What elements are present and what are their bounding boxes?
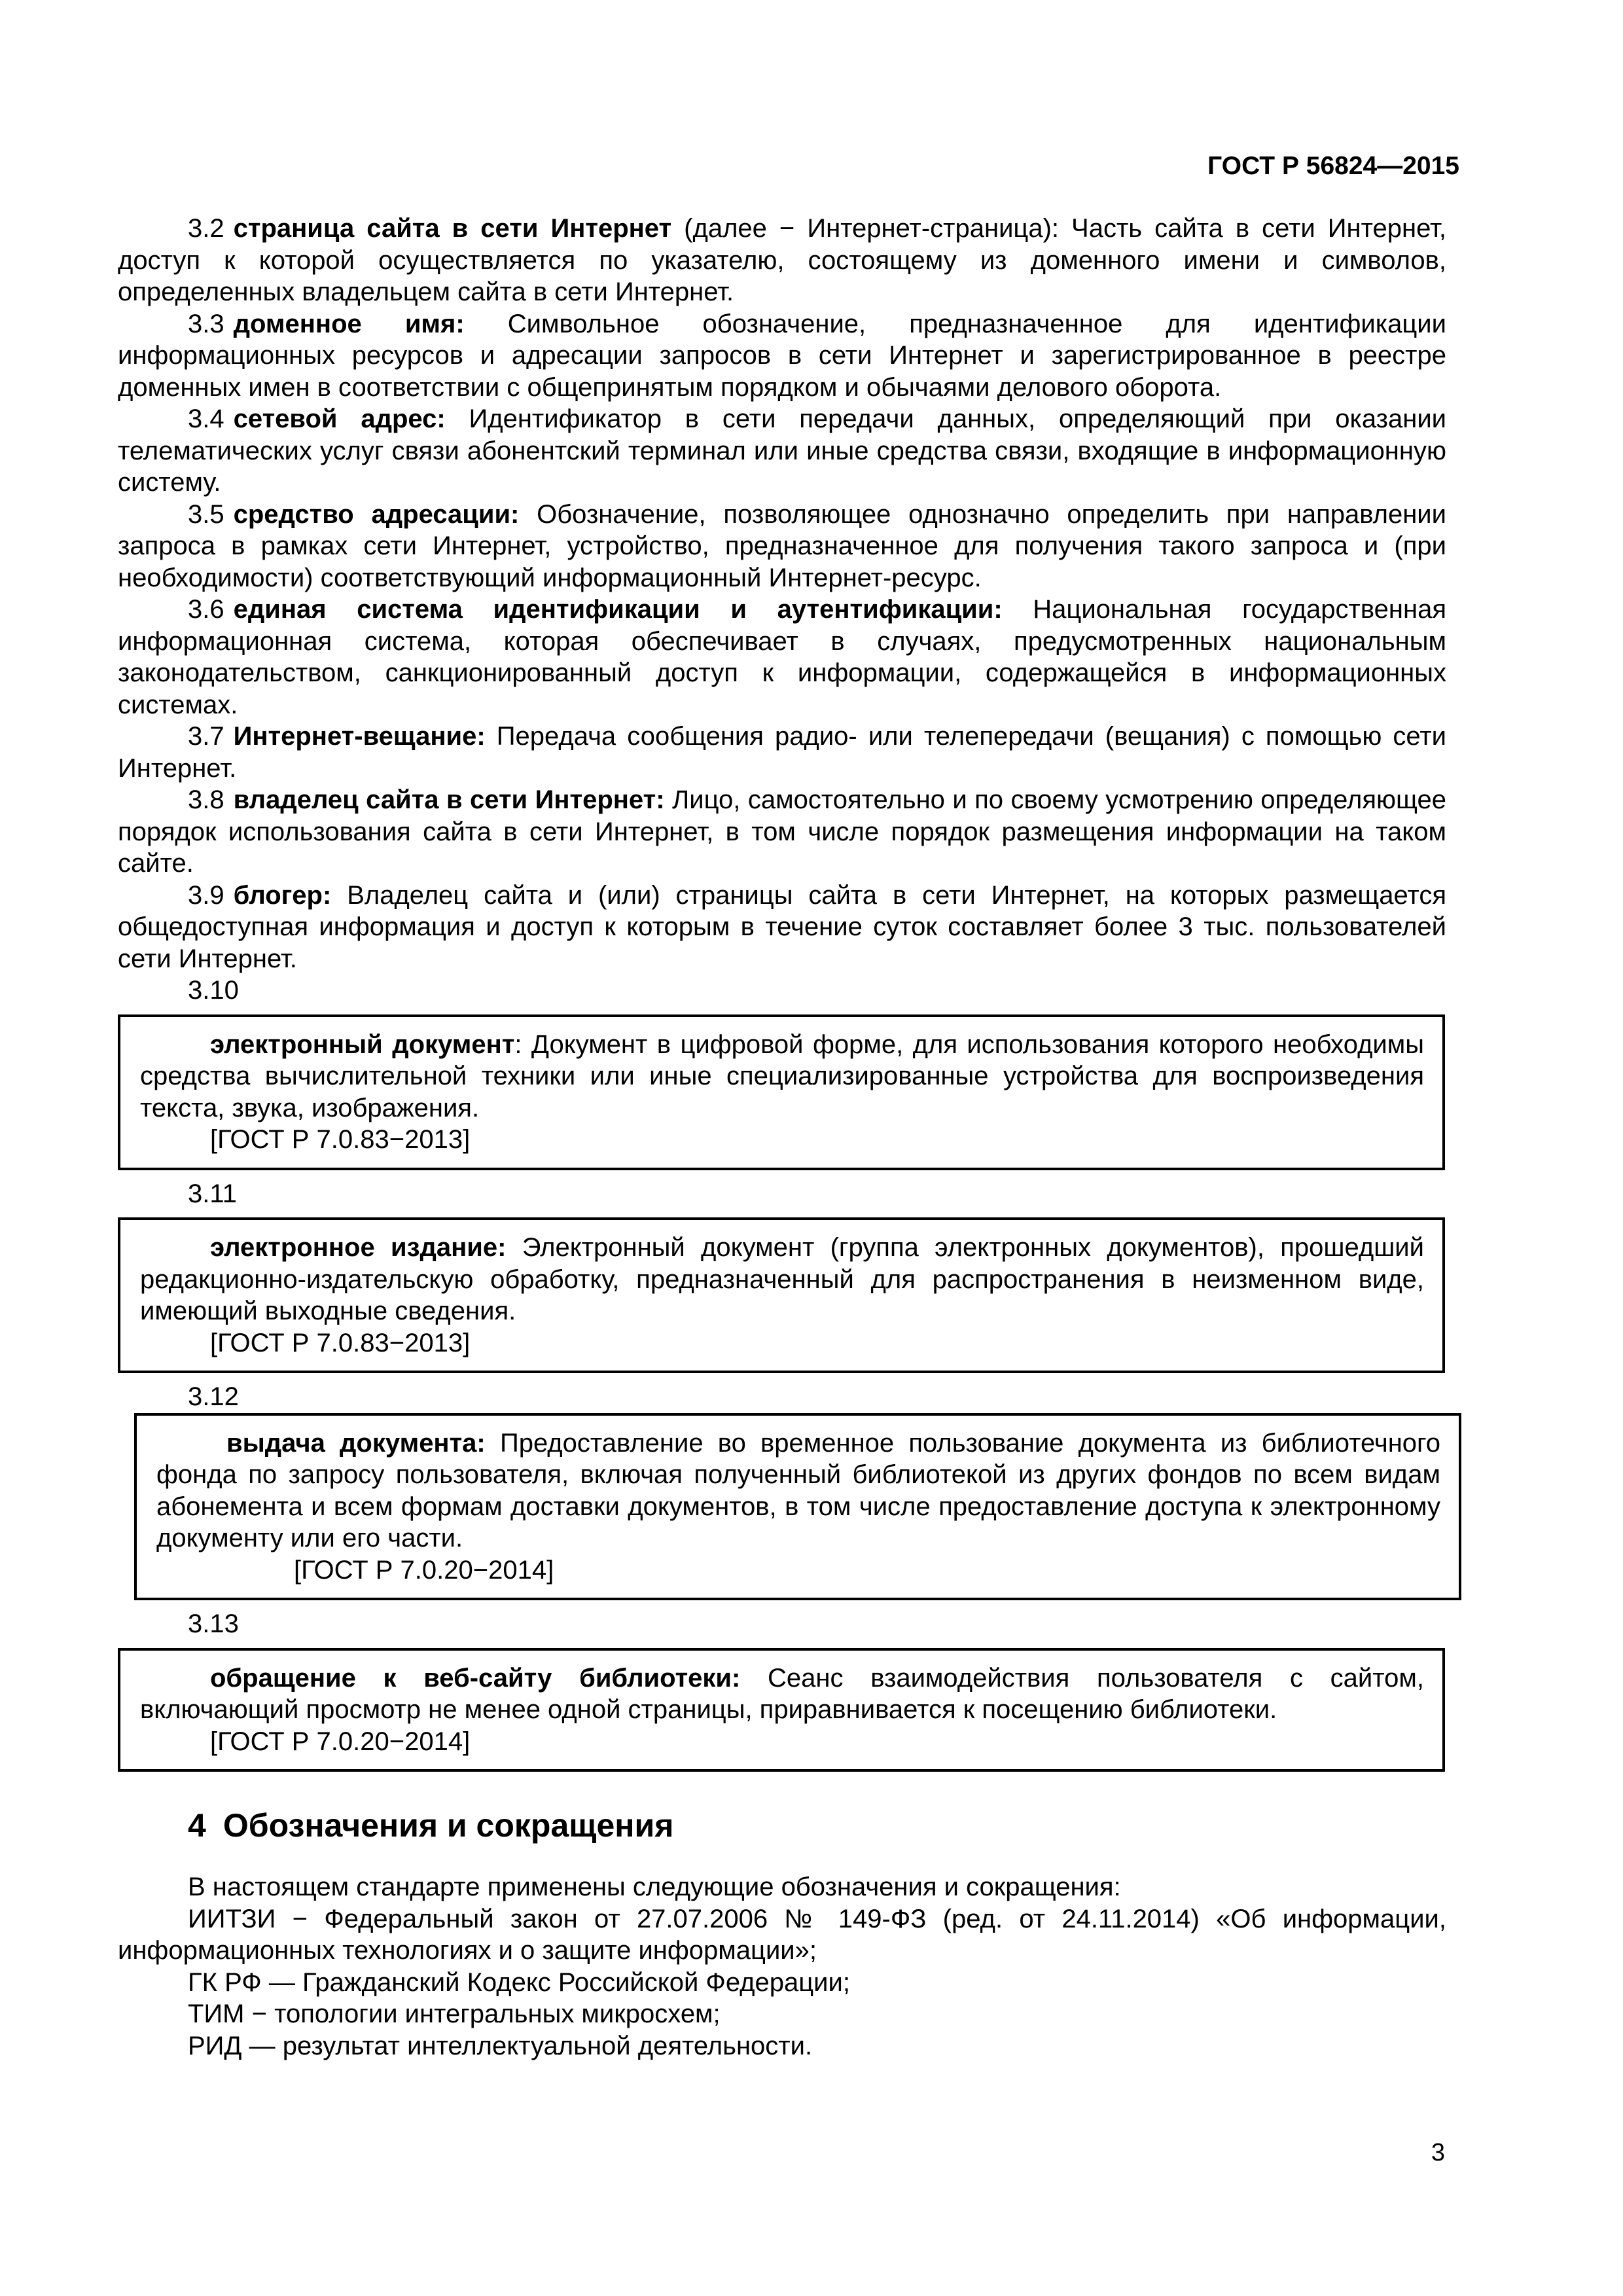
definition-term: выдача документа:	[226, 1428, 486, 1458]
section-title: Обозначения и сокращения	[223, 1807, 674, 1844]
definition-3-4	[118, 403, 1446, 499]
definition-number: 3.2	[188, 214, 224, 243]
definition-number: 3.4	[188, 404, 224, 433]
definition-3-9	[118, 880, 1446, 975]
definition-3-3	[118, 308, 1446, 404]
definition-text: Предоставление во временное пользование документа из библиотечного фонда по запросу пользователя, включая полученный библиотекой из других фондов по всем видам абонемента и всем формам доставки документов, в том числе предоставление доступа к электронному документу или его части.	[156, 1428, 1441, 1552]
abbreviation-item: ТИМ − топологии интегральных микросхем;	[188, 2000, 721, 2028]
definition-number-3-11: 3.11	[188, 1179, 237, 1208]
page-number: 3	[1431, 2139, 1445, 2166]
boxed-definition-body	[140, 1662, 1424, 1726]
boxed-definition-body	[140, 1029, 1424, 1124]
document-header-standard-id: ГОСТ Р 56824—2015	[1207, 152, 1459, 180]
definition-term: страница сайта в сети Интернет	[233, 214, 672, 243]
definition-source: [ГОСТ Р 7.0.20−2014]	[210, 1727, 471, 1756]
boxed-definition-3-10	[118, 1014, 1445, 1170]
definition-3-5	[118, 499, 1446, 594]
definition-text: Обозначение, позволяющее однозначно определить при направлении запроса в рамках сети Интернет, устройство, предназначенное для получения такого запроса и (при необходимости) соответствующий информационный Интернет-ресурс.	[118, 499, 1446, 592]
definition-text: Национальная государственная информационная система, которая обеспечивает в случаях, предусмотренных национальным законодательством, санкционированный доступ к информации, содержащейся в информационных системах.	[118, 595, 1446, 719]
definition-term: сетевой адрес:	[233, 404, 446, 433]
definition-source: [ГОСТ Р 7.0.20−2014]	[294, 1555, 554, 1585]
definition-source: [ГОСТ Р 7.0.83−2013]	[210, 1125, 471, 1154]
section-intro: В настоящем стандарте применены следующие обозначения и сокращения:	[188, 1873, 1121, 1901]
definition-text: Символьное обозначение, предназначенное для идентификации информационных ресурсов и адресации запросов в сети Интернет и зарегистрированное в реестре доменных имен в соответствии с общепринятым порядком и обычаями делового оборота.	[118, 309, 1446, 402]
section-number: 4	[188, 1807, 206, 1844]
definition-3-7	[118, 721, 1446, 784]
page-content	[118, 213, 1446, 2062]
definition-number: 3.3	[188, 309, 224, 338]
definition-text: Сеанс взаимодействия пользователя с сайтом, включающий просмотр не менее одной страницы, приравнивается к посещению библиотеки.	[140, 1663, 1425, 1724]
abbreviation-item: ГК РФ — Гражданский Кодекс Российской Федерации;	[188, 1967, 850, 1997]
boxed-definition-3-12	[134, 1413, 1461, 1601]
definition-number-3-12: 3.12	[188, 1382, 239, 1411]
definition-number: 3.6	[188, 595, 224, 624]
definition-source: [ГОСТ Р 7.0.83−2013]	[210, 1328, 471, 1357]
definition-number: 3.7	[188, 722, 224, 751]
definition-term: средство адресации:	[233, 499, 520, 529]
definition-text: Владелец сайта и (или) страницы сайта в сети Интернет, на которых размещается общедоступная информация и доступ к которым в течение суток составляет более 3 тыс. пользователей сети Интернет.	[118, 880, 1446, 973]
boxed-definition-3-13	[118, 1648, 1445, 1772]
definition-number-3-10: 3.10	[188, 976, 239, 1005]
definition-text: (далее − Интернет-страница): Часть сайта в сети Интернет, доступ к которой осуществляется по указателю, состоящему из доменного имени и символов, определенных владельцем сайта в сети Интернет.	[118, 214, 1446, 306]
definition-term: Интернет-вещание:	[233, 722, 486, 751]
definition-3-6	[118, 594, 1446, 721]
definition-number: 3.8	[188, 785, 224, 814]
definition-text: Электронный документ (группа электронных документов), прошедший редакционно-издательскую обработку, предназначенный для распространения в неизменном виде, имеющий выходные сведения.	[140, 1233, 1424, 1325]
definition-term: единая система идентификации и аутентификации:	[233, 595, 1003, 624]
definition-text: : Документ в цифровой форме, для использования которого необходимы средства вычислительной техники или иные специализированные устройства для воспроизведения текста, звука, изображения.	[140, 1030, 1425, 1122]
definition-term: блогер:	[233, 880, 332, 910]
abbreviation-item: РИД — результат интеллектуальной деятельности.	[188, 2031, 813, 2060]
abbreviation-item: ИИТЗИ − Федеральный закон от 27.07.2006 № 149-ФЗ (ред. от 24.11.2014) «Об информации, информационных технологиях и о защите информации»;	[118, 1904, 1446, 1965]
definition-text: Лицо, самостоятельно и по своему усмотрению определяющее порядок использования сайта в сети Интернет, в том числе порядок размещения информации на таком сайте.	[118, 785, 1447, 878]
boxed-definition-3-11	[118, 1217, 1445, 1373]
definition-3-2	[118, 213, 1446, 308]
definition-text: Передача сообщения радио- или телепередачи (вещания) с помощью сети Интернет.	[118, 722, 1446, 783]
definition-number: 3.9	[188, 880, 224, 910]
definition-number: 3.5	[188, 499, 224, 529]
definition-term: обращение к веб-сайту библиотеки:	[210, 1663, 741, 1693]
definition-term: владелец сайта в сети Интернет:	[233, 785, 665, 814]
section-heading	[118, 1806, 1446, 1845]
boxed-definition-body	[156, 1427, 1440, 1554]
definition-text: Идентификатор в сети передачи данных, определяющий при оказании телематических услуг связи абонентский терминал или иные средства связи, входящие в информационную систему.	[118, 404, 1447, 497]
definition-term: доменное имя:	[233, 309, 465, 338]
definition-term: электронный документ	[210, 1030, 515, 1059]
definition-term: электронное издание:	[210, 1233, 507, 1262]
definition-3-8	[118, 784, 1446, 880]
definition-number-3-13: 3.13	[188, 1609, 239, 1638]
boxed-definition-body	[140, 1232, 1424, 1327]
